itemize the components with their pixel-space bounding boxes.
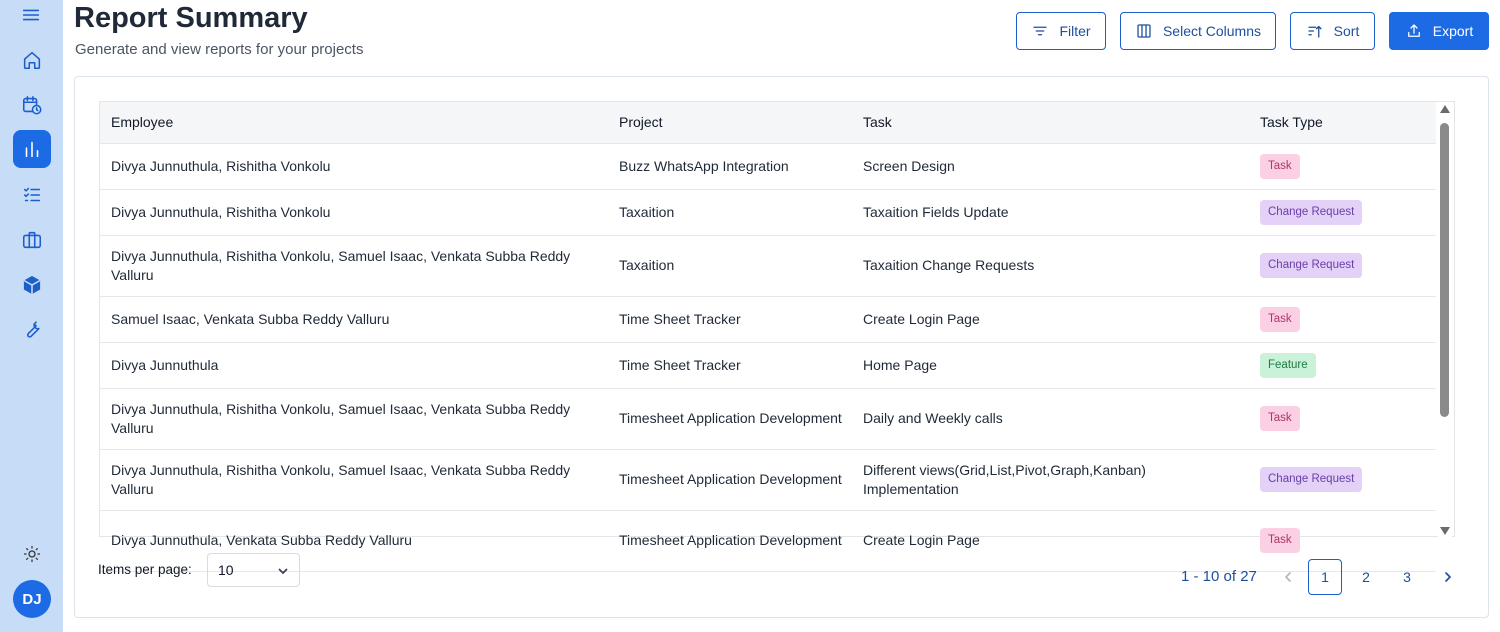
items-per-page-value: 10 (218, 562, 234, 578)
sidebar-item-projects[interactable] (13, 221, 51, 259)
report-card (74, 76, 1489, 618)
home-icon (21, 49, 43, 71)
sun-icon (23, 545, 41, 563)
cell-project: Timesheet Application Development (608, 388, 852, 449)
table-row[interactable] (100, 342, 1436, 388)
table-row[interactable] (100, 143, 1436, 189)
chevron-down-icon (277, 565, 289, 577)
sidebar-item-home[interactable] (13, 41, 51, 79)
columns-icon (1135, 22, 1153, 40)
cell-employee: Divya Junnuthula, Venkata Subba Reddy Valluru (100, 510, 608, 571)
cell-task-type (1249, 143, 1436, 189)
upload-icon (1405, 22, 1423, 40)
column-header-task[interactable]: Task (852, 102, 1249, 143)
page-button-1[interactable] (1308, 559, 1342, 595)
table-header-row (100, 102, 1436, 143)
scroll-up-arrow-icon[interactable] (1440, 105, 1450, 113)
page-button-2[interactable] (1349, 559, 1383, 595)
scrollbar-thumb[interactable] (1440, 123, 1449, 417)
checklist-icon (21, 184, 43, 206)
page-subtitle: Generate and view reports for your projects (75, 41, 364, 58)
page-number: 3 (1403, 569, 1411, 585)
pagination-range: 1 - 10 of 27 (1181, 568, 1257, 585)
table-row[interactable] (100, 235, 1436, 296)
cell-employee: Samuel Isaac, Venkata Subba Reddy Valluru (100, 296, 608, 342)
cell-task: Taxaition Fields Update (852, 189, 1249, 235)
cell-task-type (1249, 388, 1436, 449)
task-type-badge: Change Request (1260, 253, 1362, 278)
cell-project: Taxaition (608, 235, 852, 296)
bar-chart-icon (21, 138, 43, 160)
sidebar (0, 0, 63, 632)
page-number: 2 (1362, 569, 1370, 585)
wrench-icon (21, 318, 43, 340)
sidebar-item-products[interactable] (13, 266, 51, 304)
task-type-badge: Task (1260, 154, 1300, 179)
sort-icon (1306, 22, 1324, 40)
sidebar-item-tasks[interactable] (13, 176, 51, 214)
cell-task: Screen Design (852, 143, 1249, 189)
page-button-3[interactable] (1390, 559, 1424, 595)
sort-button[interactable] (1290, 12, 1375, 50)
task-type-badge: Change Request (1260, 467, 1362, 492)
sidebar-item-calendar[interactable] (13, 86, 51, 124)
items-per-page-label: Items per page: (98, 562, 192, 577)
menu-toggle-button[interactable] (12, 0, 50, 34)
cube-icon (21, 274, 43, 296)
cell-project: Timesheet Application Development (608, 510, 852, 571)
cell-task: Create Login Page (852, 510, 1249, 571)
table-row[interactable] (100, 189, 1436, 235)
chevron-left-icon (1282, 571, 1294, 583)
task-type-badge: Task (1260, 307, 1300, 332)
cell-task-type (1249, 296, 1436, 342)
column-header-employee[interactable]: Employee (100, 102, 608, 143)
sidebar-item-settings[interactable] (13, 310, 51, 348)
avatar[interactable] (13, 580, 51, 618)
filter-icon (1031, 22, 1049, 40)
cell-task-type (1249, 449, 1436, 510)
filter-button-label: Filter (1059, 23, 1091, 39)
column-header-task-type[interactable]: Task Type (1249, 102, 1436, 143)
hamburger-menu-icon (20, 4, 42, 26)
next-page-button[interactable] (1431, 559, 1465, 595)
cell-task-type (1249, 189, 1436, 235)
cell-employee: Divya Junnuthula (100, 342, 608, 388)
table-row[interactable] (100, 510, 1436, 571)
cell-employee: Divya Junnuthula, Rishitha Vonkolu, Samuel Isaac, Venkata Subba Reddy Valluru (100, 235, 608, 296)
cell-project: Taxaition (608, 189, 852, 235)
avatar-initials: DJ (22, 590, 42, 608)
sidebar-item-reports[interactable] (13, 130, 51, 168)
report-table (100, 102, 1436, 572)
page-title: Report Summary (74, 2, 308, 34)
task-type-badge: Task (1260, 528, 1300, 553)
select-columns-button[interactable] (1120, 12, 1276, 50)
chevron-right-icon (1442, 571, 1454, 583)
export-button-label: Export (1432, 23, 1474, 39)
cell-employee: Divya Junnuthula, Rishitha Vonkolu, Samuel Isaac, Venkata Subba Reddy Valluru (100, 388, 608, 449)
cell-project: Time Sheet Tracker (608, 342, 852, 388)
cell-task: Create Login Page (852, 296, 1249, 342)
cell-project: Time Sheet Tracker (608, 296, 852, 342)
scroll-down-arrow-icon[interactable] (1440, 527, 1450, 535)
cell-employee: Divya Junnuthula, Rishitha Vonkolu, Samuel Isaac, Venkata Subba Reddy Valluru (100, 449, 608, 510)
cell-employee: Divya Junnuthula, Rishitha Vonkolu (100, 189, 608, 235)
items-per-page-select[interactable] (207, 553, 300, 587)
export-button[interactable] (1389, 12, 1489, 50)
briefcase-icon (21, 229, 43, 251)
theme-toggle-button[interactable] (13, 535, 51, 573)
filter-button[interactable] (1016, 12, 1106, 50)
cell-task: Different views(Grid,List,Pivot,Graph,Kanban) Implementation (852, 449, 1249, 510)
select-columns-button-label: Select Columns (1162, 23, 1262, 39)
cell-project: Timesheet Application Development (608, 449, 852, 510)
vertical-scrollbar[interactable] (1438, 102, 1452, 538)
table-row[interactable] (100, 388, 1436, 449)
sort-button-label: Sort (1333, 23, 1360, 39)
cell-task: Daily and Weekly calls (852, 388, 1249, 449)
cell-employee: Divya Junnuthula, Rishitha Vonkolu (100, 143, 608, 189)
table-row[interactable] (100, 296, 1436, 342)
task-type-badge: Task (1260, 406, 1300, 431)
page-number: 1 (1321, 569, 1329, 585)
task-type-badge: Change Request (1260, 200, 1362, 225)
column-header-project[interactable]: Project (608, 102, 852, 143)
cell-task: Home Page (852, 342, 1249, 388)
task-type-badge: Feature (1260, 353, 1316, 378)
cell-task-type (1249, 235, 1436, 296)
report-table-container[interactable] (99, 101, 1455, 548)
previous-page-button[interactable] (1271, 559, 1305, 595)
cell-task-type (1249, 342, 1436, 388)
cell-project: Buzz WhatsApp Integration (608, 143, 852, 189)
table-row[interactable] (100, 449, 1436, 510)
calendar-clock-icon (21, 94, 43, 116)
cell-task: Taxaition Change Requests (852, 235, 1249, 296)
